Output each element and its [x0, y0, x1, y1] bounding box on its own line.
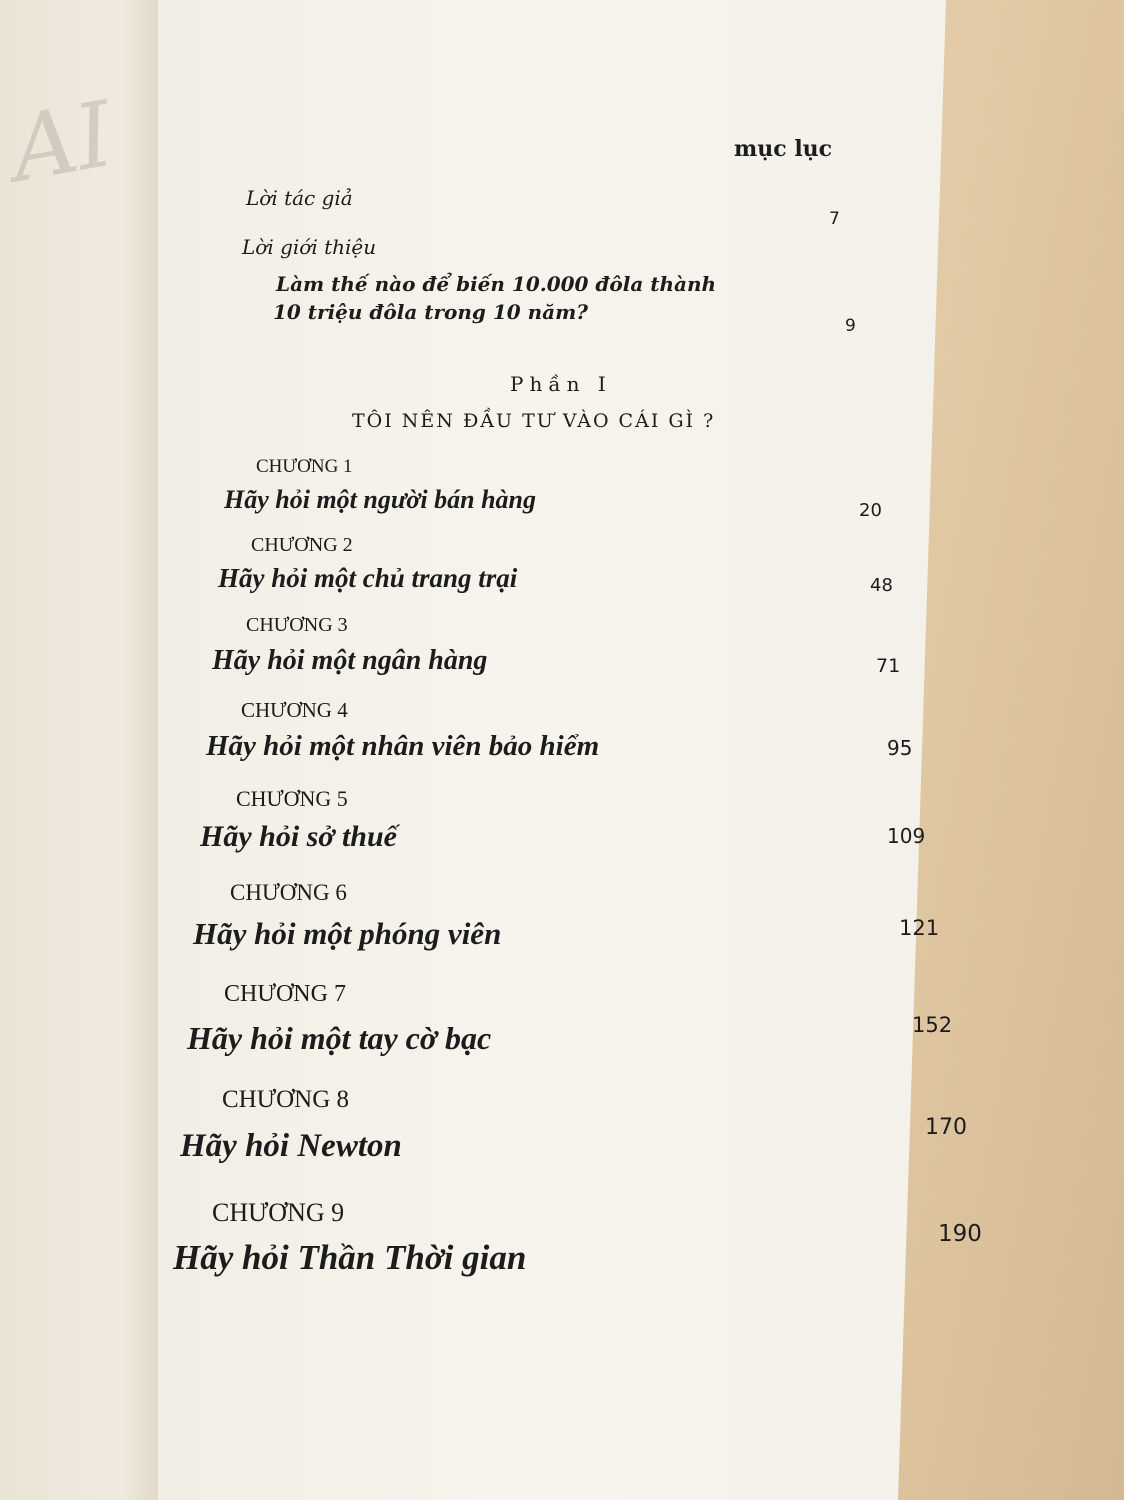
chapter-page: 109: [887, 824, 926, 848]
chapter-title: Hãy hỏi một phóng viên: [193, 916, 502, 951]
chapter-title: Hãy hỏi một chủ trang trại: [218, 563, 518, 593]
chapter-page: 121: [899, 916, 940, 940]
chapter-label: CHƯƠNG 7: [224, 981, 346, 1007]
part-label: Phần I: [510, 372, 612, 396]
chapter-title: Hãy hỏi một tay cờ bạc: [187, 1020, 492, 1056]
chapter-label: CHƯƠNG 6: [230, 880, 347, 905]
chapter-title: Hãy hỏi Thần Thời gian: [173, 1238, 527, 1277]
front-matter-subtitle: 10 triệu đôla trong 10 năm?: [273, 300, 589, 324]
chapter-page: 152: [912, 1013, 953, 1037]
chapter-label: CHƯƠNG 9: [212, 1198, 345, 1227]
front-matter-page: 9: [845, 316, 856, 336]
chapter-title: Hãy hỏi một người bán hàng: [224, 485, 536, 514]
chapter-label: CHƯƠNG 1: [256, 456, 353, 477]
chapter-title: Hãy hỏi một ngân hàng: [212, 645, 488, 676]
chapter-label: CHƯƠNG 4: [241, 698, 348, 722]
chapter-title: Hãy hỏi Newton: [180, 1128, 402, 1164]
part-title: TÔI NÊN ĐẦU TƯ VÀO CÁI GÌ ?: [352, 410, 716, 432]
toc-title: mục lục: [734, 136, 833, 162]
chapter-title: Hãy hỏi sở thuế: [200, 820, 397, 853]
chapter-page: 20: [859, 500, 882, 521]
chapter-page: 95: [887, 736, 913, 760]
chapter-page: 190: [938, 1221, 982, 1247]
front-matter-subtitle: Làm thế nào để biến 10.000 đôla thành: [276, 272, 717, 296]
chapter-label: CHƯƠNG 8: [222, 1086, 350, 1113]
chapter-title: Hãy hỏi một nhân viên bảo hiểm: [206, 730, 600, 762]
front-matter-page: 7: [829, 209, 840, 229]
front-matter-title: Lời giới thiệu: [242, 235, 377, 259]
chapter-page: 170: [925, 1115, 967, 1140]
front-matter-title: Lời tác giả: [246, 186, 353, 210]
chapter-page: 71: [876, 655, 901, 677]
chapter-label: CHƯƠNG 3: [246, 614, 348, 636]
chapter-label: CHƯƠNG 2: [251, 534, 353, 556]
chapter-page: 48: [870, 575, 893, 596]
show-through-lettering: AI: [3, 81, 121, 203]
chapter-label: CHƯƠNG 5: [236, 786, 348, 811]
